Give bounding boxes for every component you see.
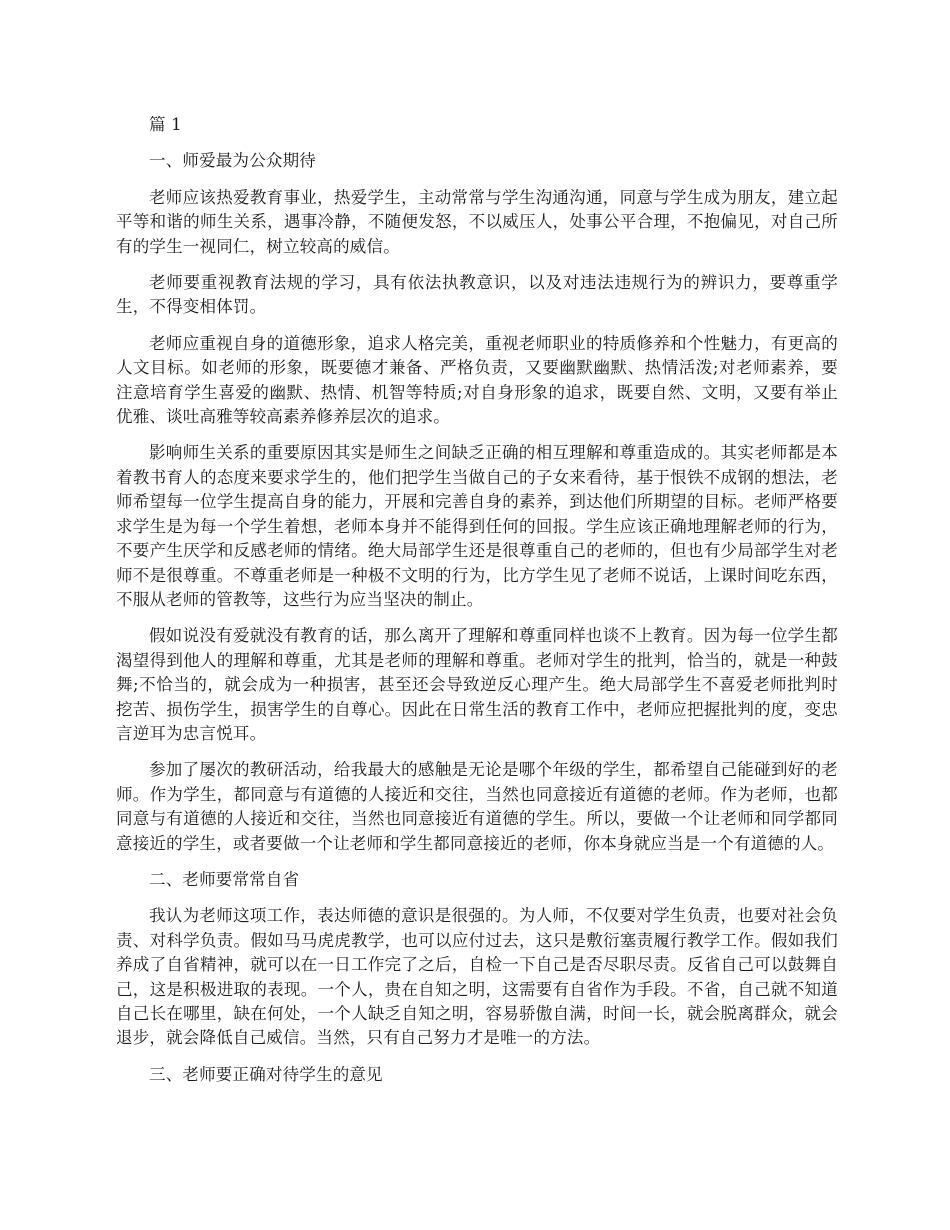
paragraph: 老师要重视教育法规的学习，具有依法执教意识，以及对违法违规行为的辨识力，要尊重学生，不得变相体罚。 <box>116 273 838 317</box>
paragraph: 假如说没有爱就没有教育的话，那么离开了理解和尊重同样也谈不上教育。因为每一位学生都渴望得到他人的理解和尊重，尤其是老师的理解和尊重。老师对学生的批判，恰当的，就是一种鼓舞;不恰当的，就会成为一种损害，甚至还会导致逆反心理产生。绝大局部学生不喜爱老师批判时挖苦、损伤学生，损害学生的自尊心。因此在日常生活的教育工作中，老师应把握批判的度，变忠言逆耳为忠言悦耳。 <box>116 626 838 743</box>
section-heading-3: 三、老师要正确对待学生的意见 <box>149 1064 383 1084</box>
paragraph: 影响师生关系的重要原因其实是师生之间缺乏正确的相互理解和尊重造成的。其实老师都是本着教书育人的态度来要求学生的，他们把学生当做自己的子女来看待，基于恨铁不成钢的想法，老师希望每一位学生提高自身的能力，开展和完善自身的素养，到达他们所期望的目标。老师严格要求学生是为每一个学生着想，老师本身并不能得到任何的回报。学生应该正确地理解老师的行为，不要产生厌学和反感老师的情绪。绝大局部学生还是很尊重自己的老师的，但也有少局部学生对老师不是很尊重。不尊重老师是一种极不文明的行为，比方学生见了老师不说话，上课时间吃东西，不服从老师的管教等，这些行为应当坚决的制止。 <box>116 443 838 609</box>
paragraph: 我认为老师这项工作，表达师德的意识是很强的。为人师，不仅要对学生负责，也要对社会负责、对科学负责。假如马马虎虎教学，也可以应付过去，这只是敷衍塞责履行教学工作。假如我们养成了自省精神，就可以在一日工作完了之后，自检一下自己是否尽职尽责。反省自己可以鼓舞自己，这是积极进取的表现。一个人，贵在自知之明，这需要有自省作为手段。不省，自己就不知道自己长在哪里，缺在何处，一个人缺乏自知之明，容易骄傲自满，时间一长，就会脱离群众，就会退步，就会降低自己威信。当然，只有自己努力才是唯一的方法。 <box>116 906 838 1048</box>
section-label: 篇 1 <box>149 115 182 134</box>
paragraph: 参加了屡次的教研活动，给我最大的感触是无论是哪个年级的学生，都希望自己能碰到好的老师。作为学生，都同意与有道德的人接近和交往，当然也同意接近有道德的老师。作为老师，也都同意与有道德的人接近和交往，当然也同意接近有道德的学生。所以，要做一个让老师和同学都同意接近的学生，或者要做一个让老师和学生都同意接近的老师，你本身就应当是一个有道德的人。 <box>116 760 838 853</box>
paragraph: 老师应该热爱教育事业，热爱学生，主动常常与学生沟通沟通，同意与学生成为朋友，建立起平等和谐的师生关系，遇事冷静，不随便发怒，不以威压人，处事公平合理，不抱偏见，对自己所有的学生一视同仁，树立较高的威信。 <box>116 187 838 256</box>
section-heading-1: 一、师爱最为公众期待 <box>149 151 316 171</box>
document-body <box>116 113 838 1099</box>
section-heading-2: 二、老师要常常自省 <box>149 869 300 889</box>
paragraph: 老师应重视自身的道德形象，追求人格完美，重视老师职业的特质修养和个性魅力，有更高的人文目标。如老师的形象，既要德才兼备、严格负责，又要幽默幽默、热情活泼;对老师素养，要注意培育学生喜爱的幽默、热情、机智等特质;对自身形象的追求，既要自然、文明，又要有举止优雅、谈吐高雅等较高素养修养层次的追求。 <box>116 333 838 427</box>
